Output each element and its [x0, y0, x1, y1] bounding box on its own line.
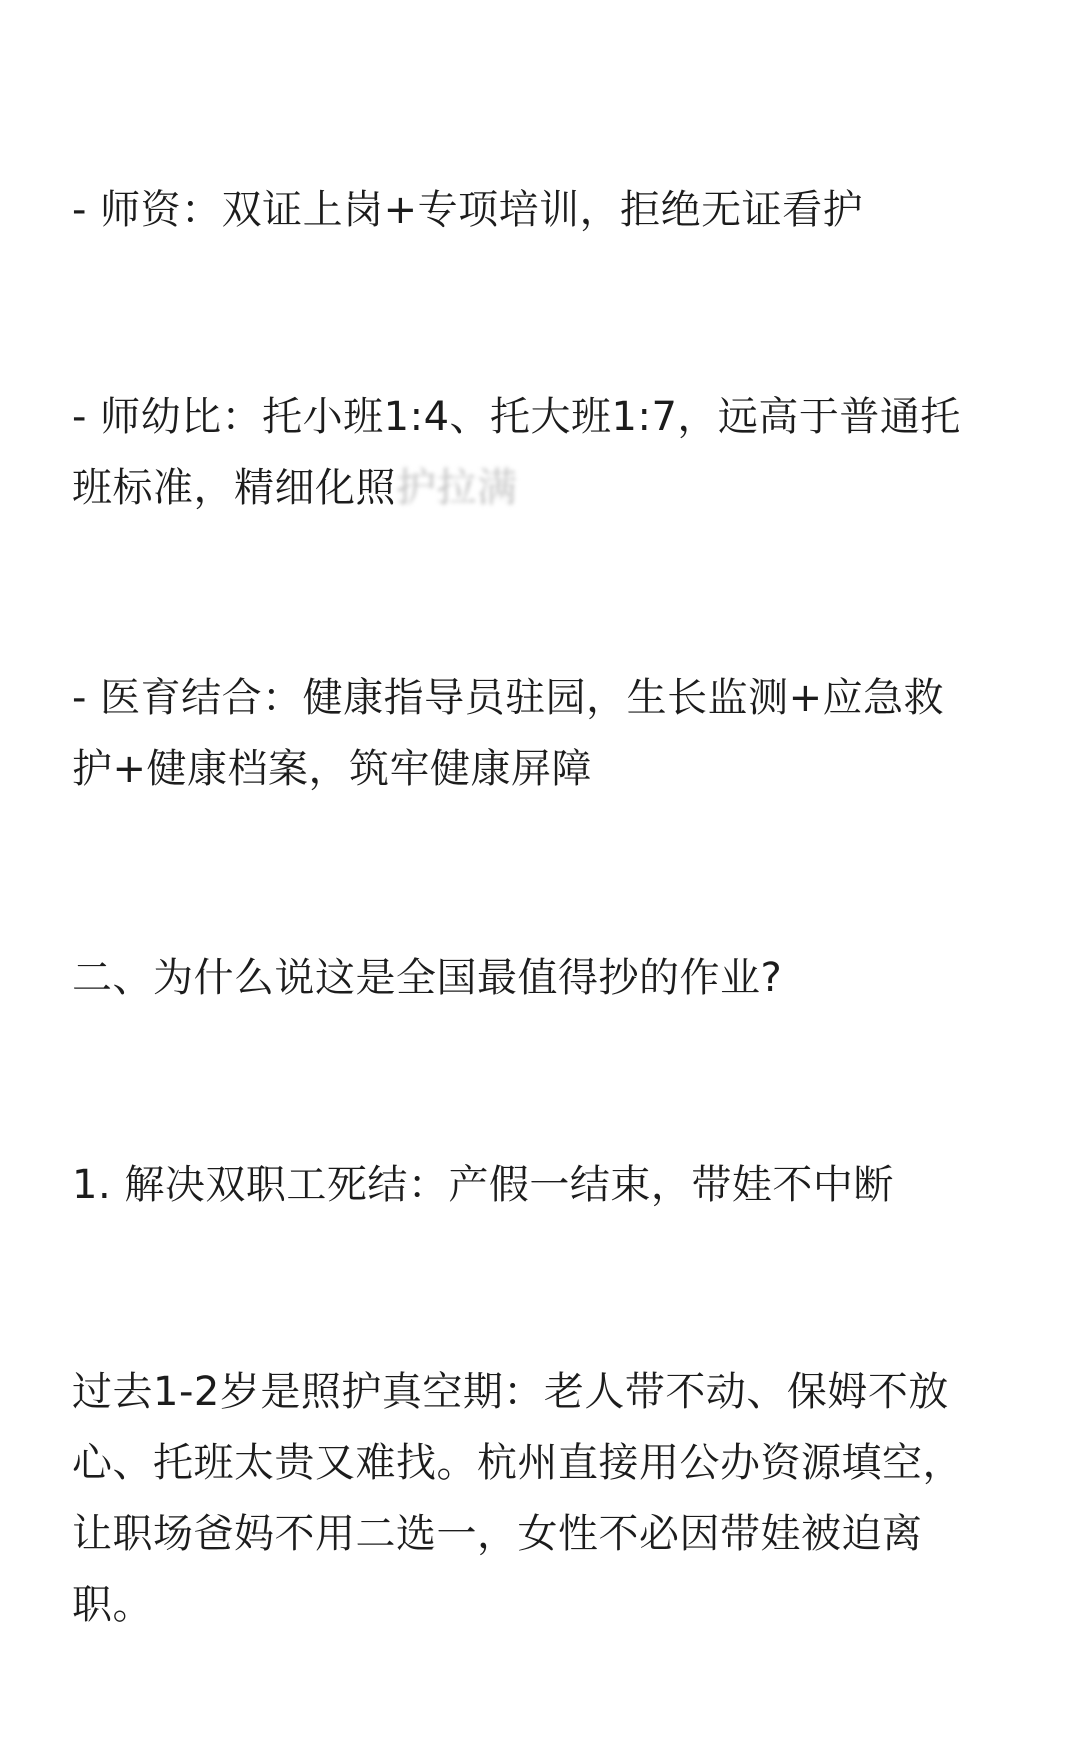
text-line: 让职场爸妈不用二选一，女性不必因带娃被迫离: [72, 1511, 923, 1557]
text-line: 1. 解决双职工死结：产假一结束，带娃不中断: [72, 1162, 894, 1208]
text-line: [72, 453, 1012, 524]
paragraph-explanation: [72, 1357, 1012, 1641]
obscured-text: 护拉满: [396, 465, 518, 511]
text-line: - 医育结合：健康指导员驻园，生长监测+应急救: [72, 675, 945, 721]
paragraph-teacher-child-ratio: [72, 382, 1012, 524]
text-line: 心、托班太贵又难找。杭州直接用公办资源填空，: [72, 1440, 963, 1486]
text-line: 职。: [72, 1582, 153, 1628]
text-line: 护+健康档案，筑牢健康屏障: [72, 746, 593, 792]
text-line: 过去1-2岁是照护真空期：老人带不动、保姆不放: [72, 1369, 949, 1415]
text-line: 二、为什么说这是全国最值得抄的作业?: [72, 955, 783, 1001]
paragraph-teacher-qualification: [72, 175, 1012, 246]
text-segment: 班标准，精细化照: [72, 465, 396, 511]
text-line: - 师幼比：托小班1:4、托大班1:7，远高于普通托: [72, 394, 961, 440]
text-line: - 师资：双证上岗+专项培训，拒绝无证看护: [72, 187, 864, 233]
subheading-point-1: [72, 1150, 1012, 1221]
section-heading: [72, 943, 1012, 1014]
paragraph-medical-care: [72, 663, 1012, 805]
